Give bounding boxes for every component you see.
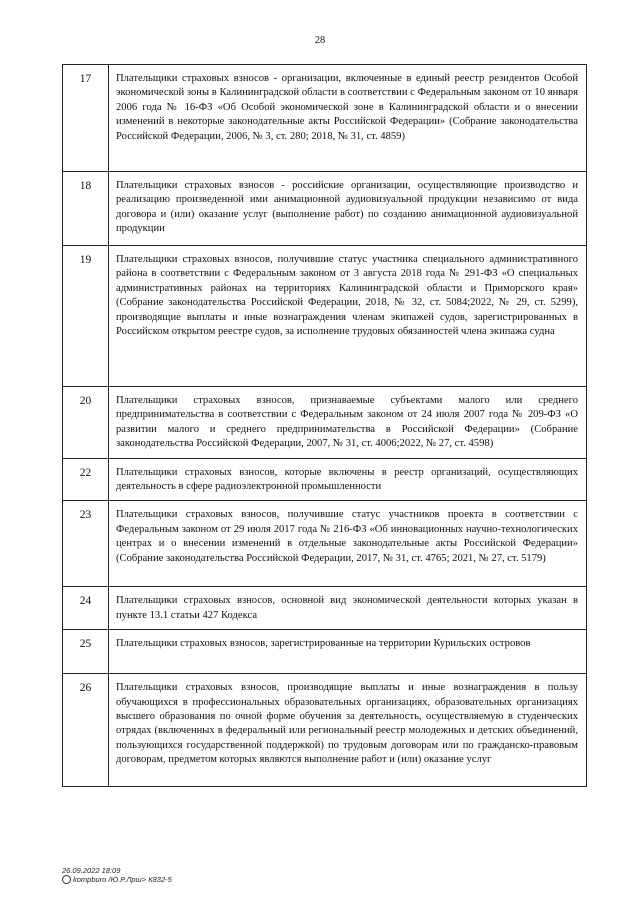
- footer-timestamp: 26.09.2022 18:09: [62, 866, 121, 875]
- footer: [62, 866, 172, 884]
- row-number: 25: [63, 630, 109, 674]
- table-row: [63, 674, 587, 787]
- row-number: 23: [63, 501, 109, 587]
- row-text: Плательщики страховых взносов, получившие статус участника специального административного района в соответствии с Федеральным законом от 3 августа 2018 года № 291-ФЗ «О специальных административных районах на территориях Калининградской области и Приморского края» (Собрание законодательства Российской Федерации, 2018, № 32, ст. 5084;2022, № 29, ст. 5299), производящие выплаты и иные вознаграждения членам экипажей судов, зарегистрированных в Российском открытом реестре судов, за исполнение трудовых обязанностей члена экипажа судна: [109, 246, 587, 387]
- row-text: Плательщики страховых взносов - российские организации, осуществляющие производство и реализацию произведенной ими анимационной аудиовизуальной продукции независимо от вида договора и (или) оказание услуг (выполнение работ) по созданию анимационной аудиовизуальной продукции: [109, 172, 587, 246]
- table-row: [63, 387, 587, 459]
- table-row: [63, 587, 587, 630]
- table-row: [63, 501, 587, 587]
- row-number: 26: [63, 674, 109, 787]
- row-number: 22: [63, 458, 109, 501]
- logo-icon: [62, 875, 71, 884]
- footer-stamp: [62, 875, 172, 884]
- row-text: Плательщики страховых взносов, зарегистрированные на территории Курильских островов: [109, 630, 587, 674]
- table-row: [63, 65, 587, 172]
- row-text: Плательщики страховых взносов, основной вид экономической деятельности которых указан в пункте 13.1 статьи 427 Кодекса: [109, 587, 587, 630]
- row-text: Плательщики страховых взносов, признаваемые субъектами малого или среднего предпринимательства в соответствии с Федеральным законом от 24 июля 2007 года № 209-ФЗ «О развитии малого и среднего предпринимательства в Российской Федерации» (Собрание законодательства Российской Федерации, 2007, № 31, ст. 4006;2022, № 27, ст. 4598): [109, 387, 587, 459]
- row-text: Плательщики страховых взносов, производящие выплаты и иные вознаграждения в пользу обучающихся в профессиональных образовательных организациях, образовательных организациях высшего образования по очной форме обучения за деятельность, осуществляемую в студенческих отрядах (включенных в федеральный или региональный реестр молодежных и детских объединений, пользующихся государственной поддержкой) по трудовым договорам или по гражданско-правовым договорам, предметом которых являются выполнение работ и (или) оказание услуг: [109, 674, 587, 787]
- row-number: 24: [63, 587, 109, 630]
- page-number: 28: [314, 35, 326, 46]
- row-text: Плательщики страховых взносов - организации, включенные в единый реестр резидентов Особой экономической зоны в Калининградской области в соответствии с Федеральным законом от 10 января 2006 года № 16-ФЗ «Об Особой экономической зоне в Калининградской области и о внесении изменений в некоторые законодательные акты Российской Федерации» (Собрание законодательства Российской Федерации, 2006, № 3, ст. 280; 2018, № 31, ст. 4859): [109, 65, 587, 172]
- row-number: 20: [63, 387, 109, 459]
- payers-table: [62, 64, 587, 787]
- row-text: Плательщики страховых взносов, получившие статус участников проекта в соответствии с Федеральным законом от 29 июля 2017 года № 216-ФЗ «Об инновационных научно-технологических центрах и о внесении изменений в отдельные законодательные акты Российской Федерации» (Собрание законодательства Российской Федерации, 2017, № 31, ст. 4765; 2021, № 27, ст. 5179): [109, 501, 587, 587]
- row-number: 17: [63, 65, 109, 172]
- footer-stamp-text: kompburo /Ю.Р.Лрш> К832-5: [73, 875, 172, 884]
- row-number: 18: [63, 172, 109, 246]
- row-number: 19: [63, 246, 109, 387]
- table-row: [63, 172, 587, 246]
- table-row: [63, 458, 587, 501]
- table-row: [63, 630, 587, 674]
- row-text: Плательщики страховых взносов, которые включены в реестр организаций, осуществляющих деятельность в сфере радиоэлектронной промышленности: [109, 458, 587, 501]
- table-row: [63, 246, 587, 387]
